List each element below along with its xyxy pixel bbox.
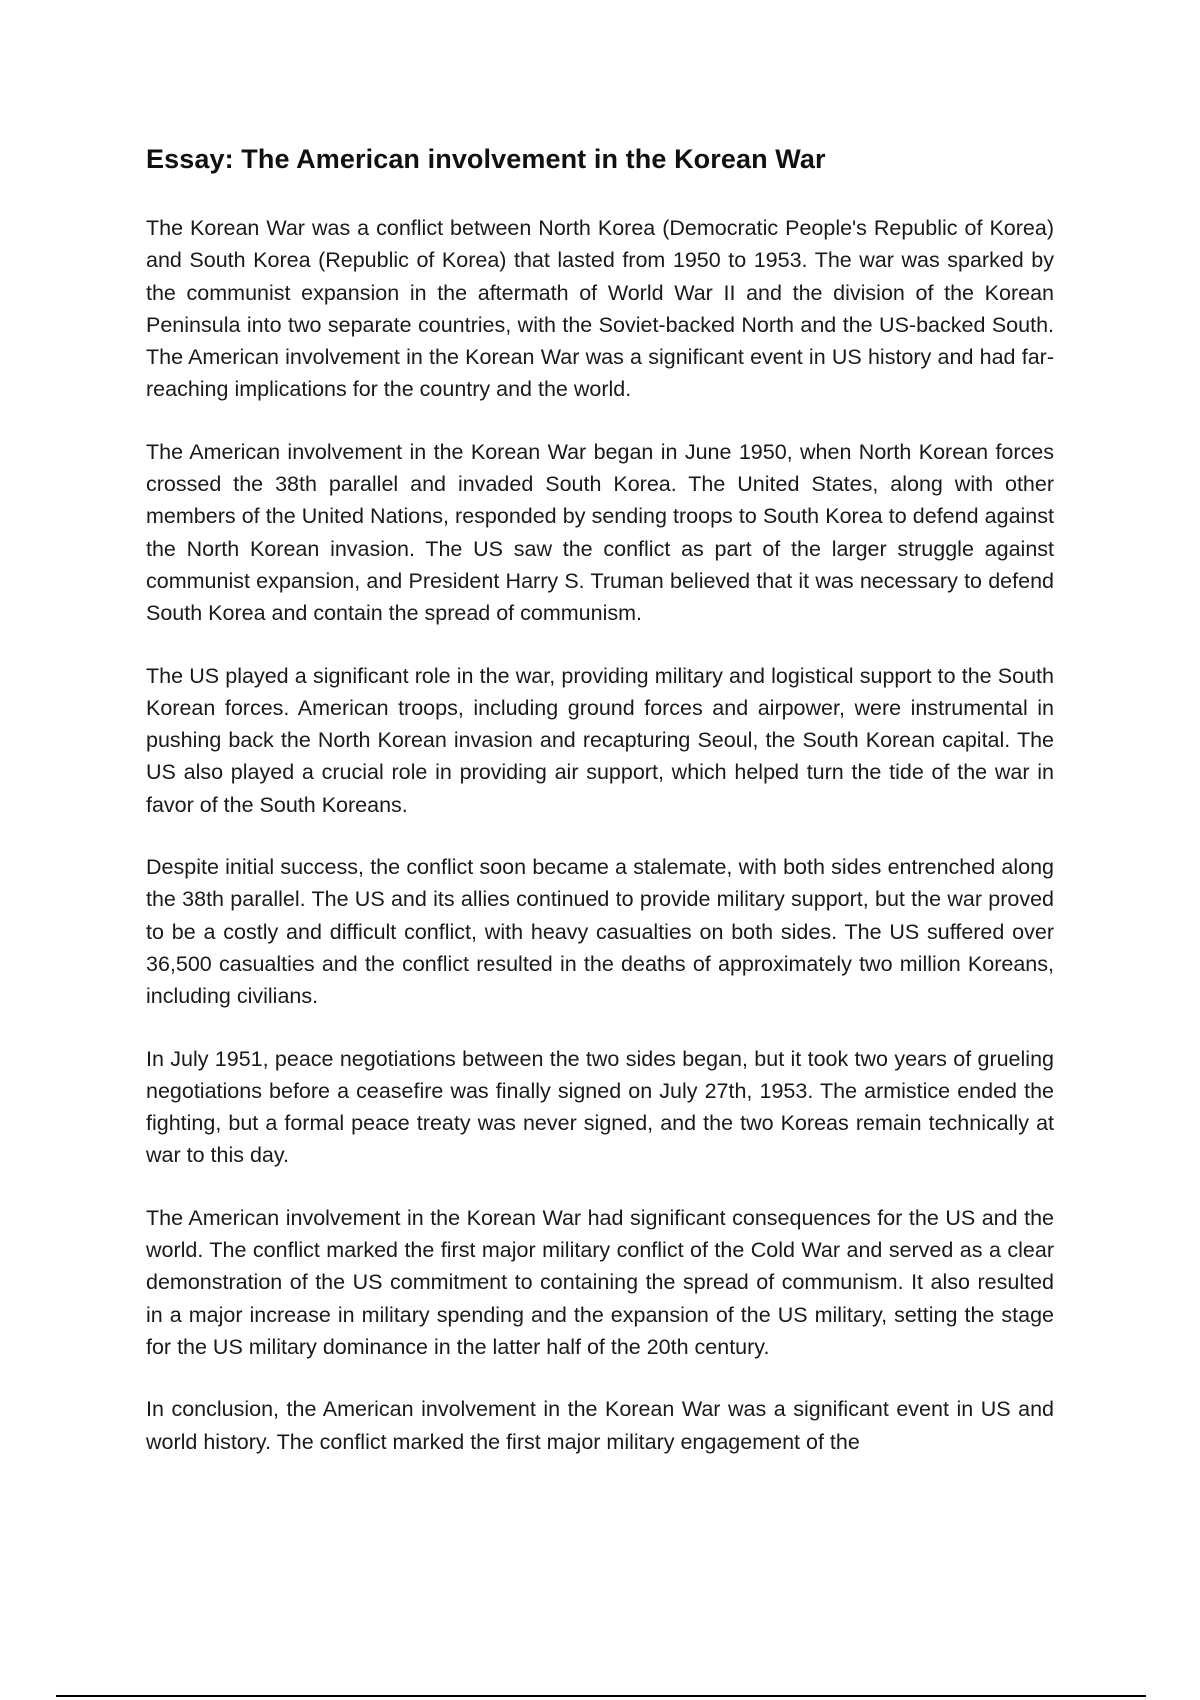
paragraph: The American involvement in the Korean War began in June 1950, when North Korean forces crossed the 38th parallel and invaded South Korea. The United States, along with other members of the United Nations, responded by sending troops to South Korea to defend against the North Korean invasion. The US saw the conflict as part of the larger struggle against communist expansion, and President Harry S. Truman believed that it was necessary to defend South Korea and contain the spread of communism.	[146, 439, 1054, 626]
paragraph: The US played a significant role in the war, providing military and logistical support to the South Korean forces. American troops, including ground forces and airpower, were instrumental in pushing back the North Korean invasion and recapturing Seoul, the South Korean capital. The US also played a crucial role in providing air support, which helped turn the tide of the war in favor of the South Koreans.	[146, 663, 1054, 817]
essay-title: Essay: The American involvement in the Korean War	[146, 144, 826, 174]
paragraph: The American involvement in the Korean War had significant consequences for the US and the world. The conflict marked the first major military conflict of the Cold War and served as a clear demonstration of the US commitment to containing the spread of communism. It also resulted in a major increase in military spending and the expansion of the US military, setting the stage for the US military dominance in the latter half of the 20th century.	[146, 1205, 1054, 1359]
paragraph: Despite initial success, the conflict soon became a stalemate, with both sides entrenched along the 38th parallel. The US and its allies continued to provide military support, but the war proved to be a costly and difficult conflict, with heavy casualties on both sides. The US suffered over 36,500 casualties and the conflict resulted in the deaths of approximately two million Koreans, including civilians.	[146, 855, 1054, 1009]
page-bottom-divider	[56, 1695, 1146, 1697]
paragraph: The Korean War was a conflict between North Korea (Democratic People's Republic of Korea) and South Korea (Republic of Korea) that lasted from 1950 to 1953. The war was sparked by the communist expansion in the aftermath of World War II and the division of the Korean Peninsula into two separate countries, with the Soviet-backed North and the US-backed South. The American involvement in the Korean War was a significant event in US history and had far-reaching implications for the country and the world.	[146, 216, 1054, 402]
essay-body	[146, 140, 1054, 1458]
paragraph: In July 1951, peace negotiations between the two sides began, but it took two years of grueling negotiations before a ceasefire was finally signed on July 27th, 1953. The armistice ended the fighting, but a formal peace treaty was never signed, and the two Koreas remain technically at war to this day.	[146, 1046, 1054, 1168]
paragraph: In conclusion, the American involvement in the Korean War was a significant event in US and world history. The conflict marked the first major military engagement of the	[146, 1397, 1054, 1454]
